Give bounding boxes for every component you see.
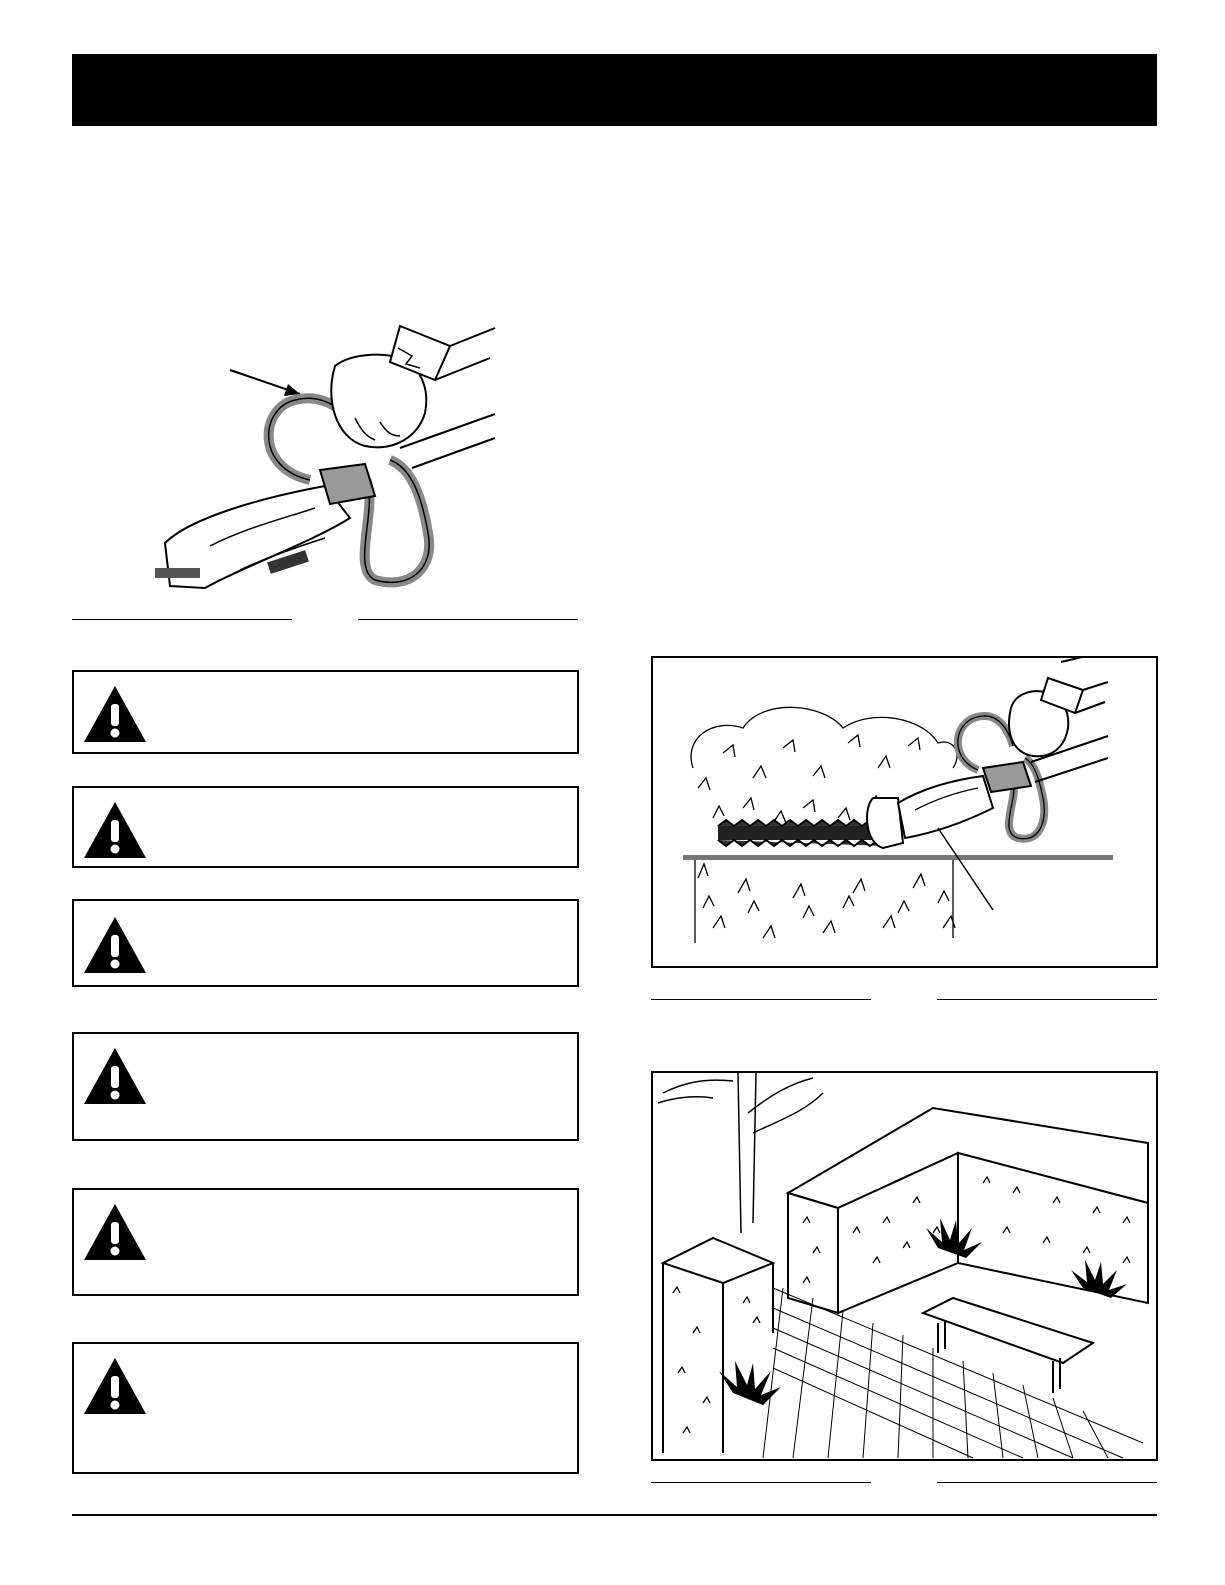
figure-2-caption-rule-right: [937, 999, 1157, 1000]
figure-handle-grip: [150, 318, 510, 600]
warning-box-4: [72, 1032, 579, 1141]
handle-grip-illustration: [150, 318, 510, 600]
warning-box-6: [72, 1342, 579, 1474]
warning-box-5: [72, 1188, 579, 1296]
figure-1-caption-rule-left: [72, 619, 292, 620]
warning-box-1: [72, 670, 579, 754]
footer-rule: [72, 1514, 1157, 1516]
figure-1-caption-rule-right: [358, 619, 578, 620]
figure-hedge-garden: [651, 1071, 1158, 1461]
page-title: [72, 54, 1157, 94]
figure-2-caption-rule-left: [651, 999, 871, 1000]
hedge-garden-illustration: [653, 1073, 1156, 1459]
warning-triangle-icon: [82, 684, 148, 744]
warning-triangle-icon: [82, 1356, 148, 1416]
warning-triangle-icon: [82, 915, 148, 975]
figure-3-caption-rule-right: [937, 1482, 1157, 1483]
warning-triangle-icon: [82, 1046, 148, 1106]
figure-hedge-trimming: [651, 656, 1158, 968]
figure-3-caption-rule-left: [651, 1482, 871, 1483]
hedge-trimming-illustration: [653, 658, 1156, 966]
warning-triangle-icon: [82, 1202, 148, 1262]
header-bar: [72, 54, 1157, 126]
warning-box-2: [72, 786, 579, 868]
warning-box-3: [72, 899, 579, 987]
warning-triangle-icon: [82, 800, 148, 860]
